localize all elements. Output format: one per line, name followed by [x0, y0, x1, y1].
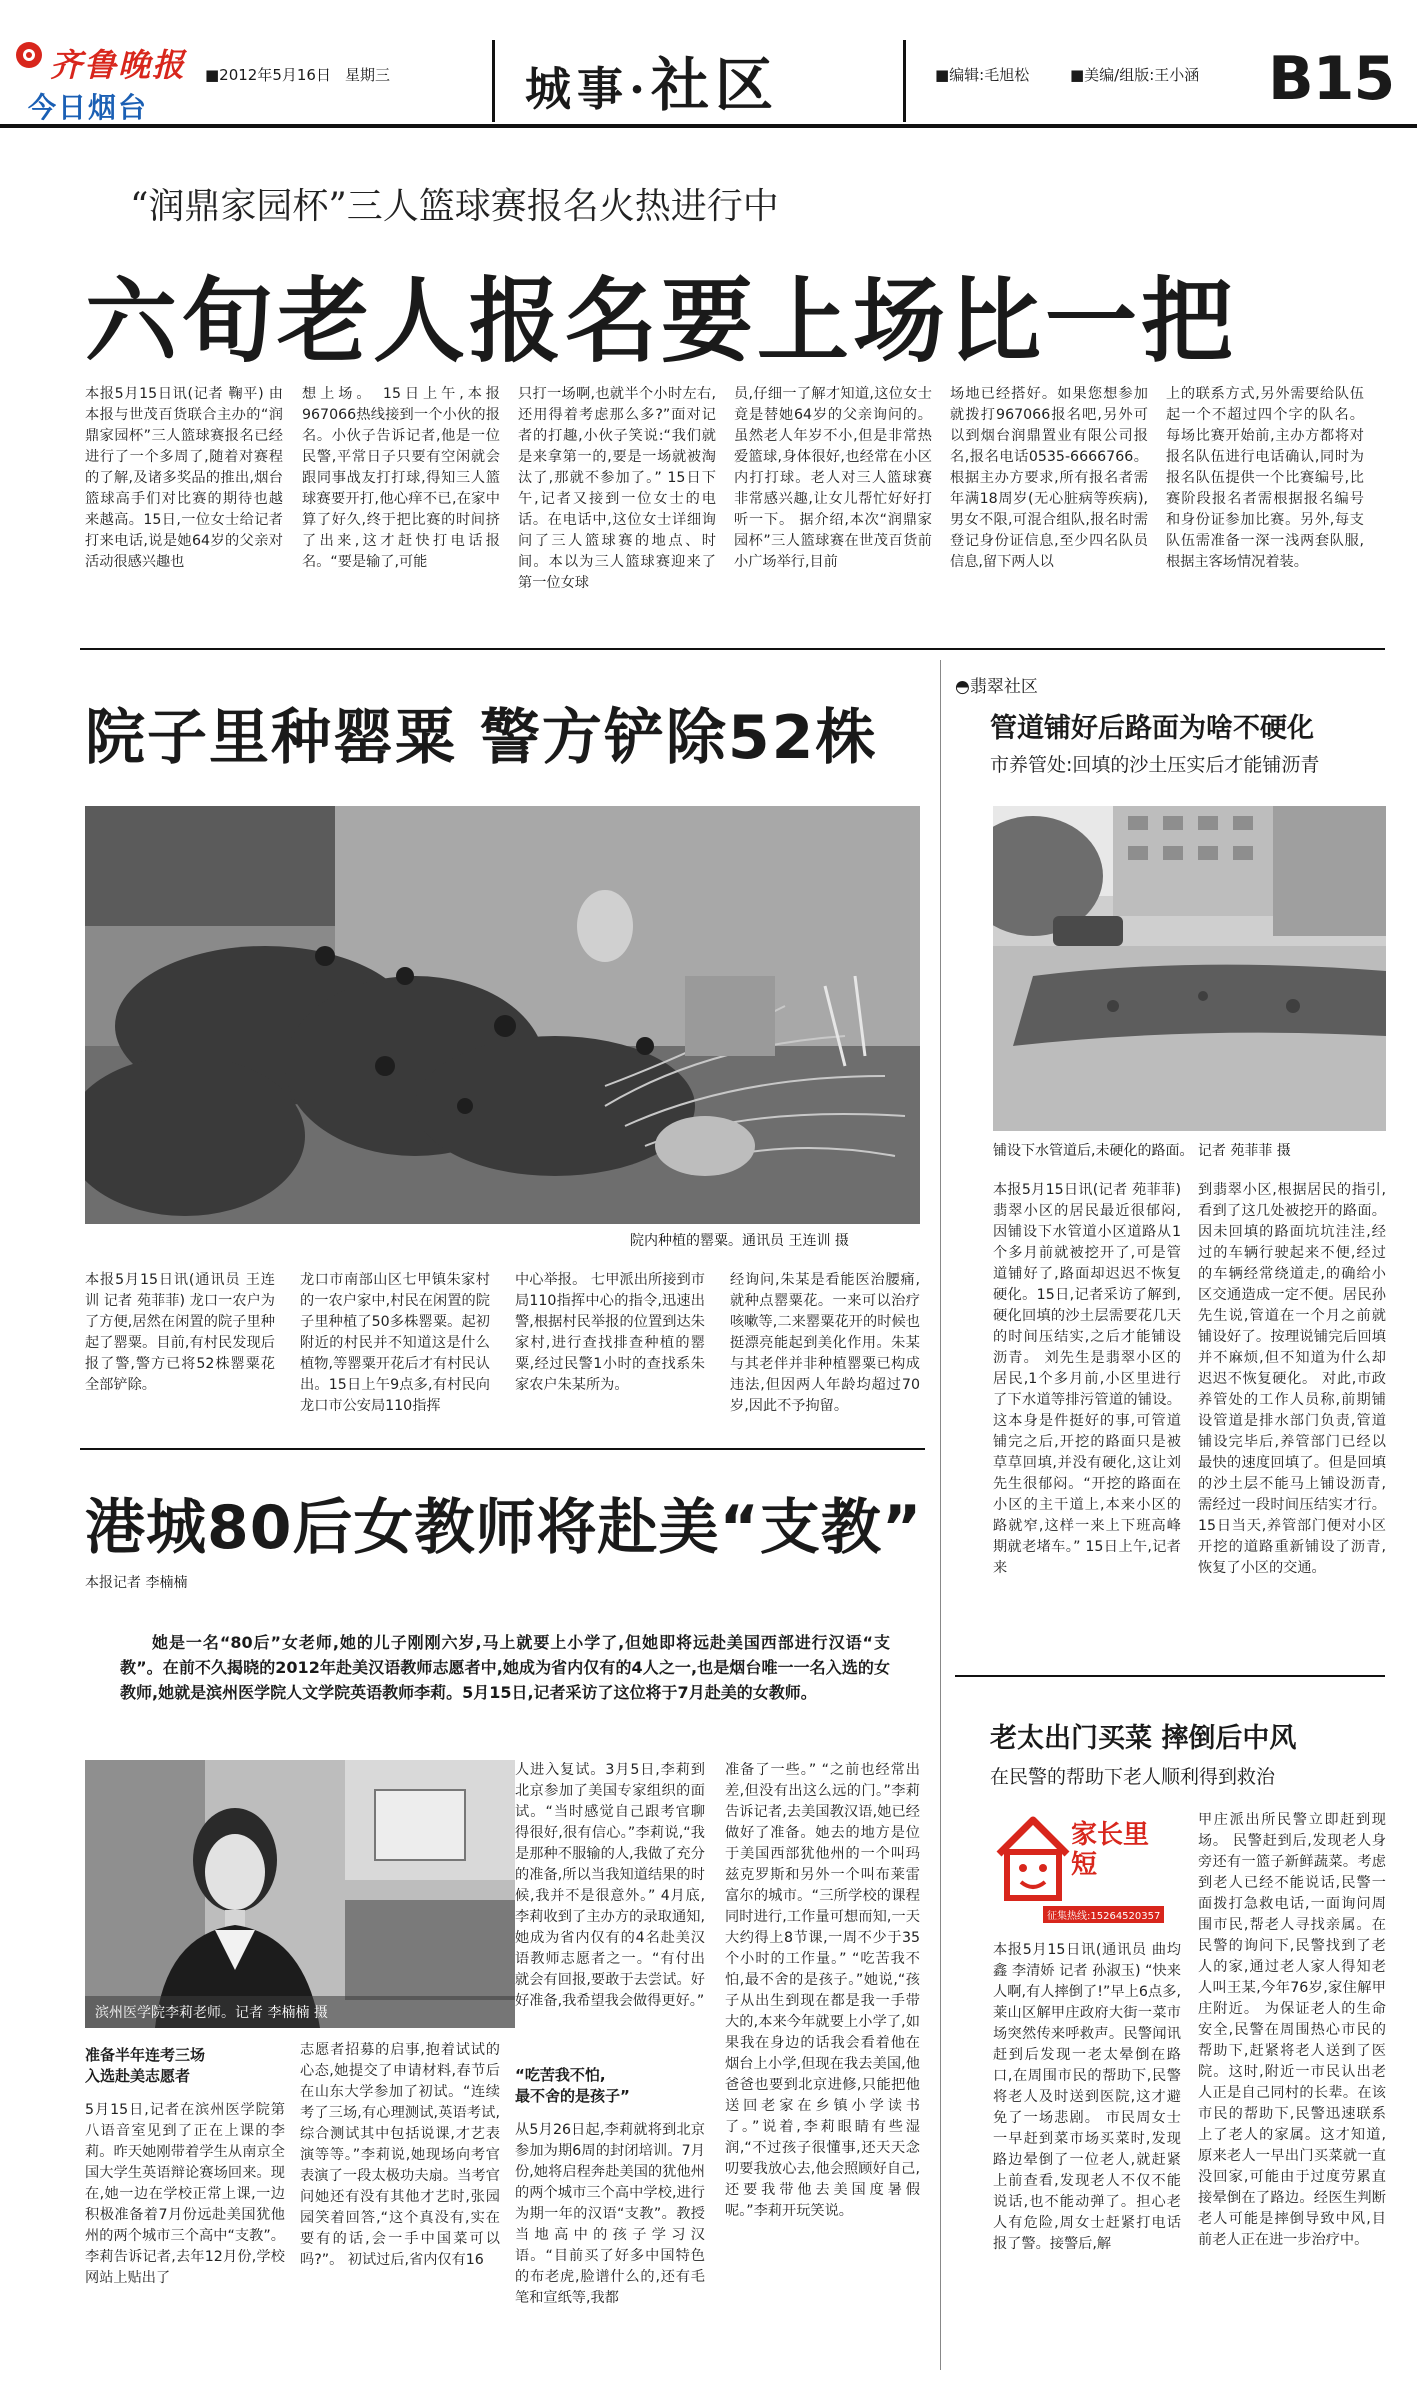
article4-column-1: 本报5月15日讯(记者 苑菲菲) 翡翠小区的居民最近很郁闷,因铺设下水管道小区道路从1个多月前就被挖开了,可是管道铺好了,路面却迟迟不恢复硬化。15日,记者采访了解到,硬化回填的沙土层需要花几天的时间压结实,之后才能铺设沥青。 刘先生是翡翠小区的居民,1个多月前,小区里进行了下水道等排污管道的铺设。这本身是件挺好的事,可管道铺完之后,开挖的路面只是被草草回填,并没有硬化,这让刘先生很郁闷。“开挖的路面在小区的主干道上,本来小区的路就窄,这样一来上下班高峰期就老堵车。” 15日上午,记者来 — [993, 1182, 1181, 1576]
article2-column-3: 中心举报。 七甲派出所接到市局110指挥中心的指令,迅速出警,根据村民举报的位置到达朱家村,进行查找排查种植的罂粟,经过民警1小时的查找系朱家农户朱某所为。 — [515, 1272, 705, 1393]
article1-kicker: “润鼎家园杯”三人篮球赛报名火热进行中 — [130, 186, 779, 227]
article3-lead: 她是一名“80后”女老师,她的儿子刚刚六岁,马上就要上小学了,但她即将远赴美国西部进行汉语“支教”。在前不久揭晓的2012年赴美汉语教师志愿者中,她成为省内仅有的4人之一,也是烟台唯一一名入选的女教师,她就是滨州医学院人文学院英语教师李莉。5月15日,记者采访了这位将于7月赴美的女教师。 — [120, 1633, 890, 1702]
article3-subhead-2-line2: 最不舍的是孩子” — [515, 2087, 630, 2105]
article1-column-2: 想上场。 15日上午,本报967066热线接到一个小伙的报名。小伙子告诉记者,他是一位民警,平常日子只要有空闲就会跟同事战友打打球,得知三人篮球赛要开打,他心痒不已,在家中算了好久,终于把比赛的时间挤了出来,这才赶快打电话报名。“要是输了,可能 — [302, 386, 500, 570]
article3-subhead-1 — [85, 2044, 285, 2086]
article3-column-2: 志愿者招募的启事,抱着试试的心态,她提交了申请材料,春节后在山东大学参加了初试。“连续考了三场,有心理测试,英语考试,综合测试其中包括说课,才艺表演等等。”李莉说,她现场向考官表演了一段太极功夫扇。当考官问她还有没有其他才艺时,张园园笑着回答,“这个真没有,实在要有的话,会一手中国菜可以吗?”。 初试过后,省内仅有16 — [300, 2042, 500, 2268]
article3-subhead-2-line1: “吃苦我不怕, — [515, 2066, 606, 2084]
designer-credit: ■美编/组版:王小涵 — [1070, 66, 1200, 84]
paper-logo-icon — [14, 40, 44, 70]
article2-headline: 院子里种罂粟 警方铲除52株 — [85, 703, 878, 773]
family-column-title: 家长里短 — [1071, 1820, 1150, 1880]
road-photo — [993, 806, 1386, 1131]
road-photo-caption: 铺设下水管道后,未硬化的路面。 记者 苑菲菲 摄 — [993, 1143, 1291, 1159]
article3-column-3-bottom: 从5月26日起,李莉就将到北京参加为期6周的封闭培训。7月份,她将启程奔赴美国的犹他州的两个城市三个高中学校,进行为期一年的汉语“支教”。教授当地高中的孩子学习汉语。“目前买了好多中国特色的布老虎,脸谱什么的,还有毛笔和宣纸等,我都 — [515, 2122, 705, 2306]
article1-column-4: 员,仔细一了解才知道,这位女士竟是替她64岁的父亲询问的。虽然老人年岁不小,但是非常热爱篮球,身体很好,也经常在小区内打打球。老人对三人篮球赛非常感兴趣,让女儿帮忙好好打听一下。 据介绍,本次“润鼎家园杯”三人篮球赛在世茂百货前小广场举行,目前 — [734, 386, 932, 570]
poppy-photo-caption: 院内种植的罂粟。通讯员 王连训 摄 — [630, 1233, 849, 1249]
masthead-divider-right — [903, 40, 906, 122]
article2-bottom-rule — [80, 1448, 925, 1450]
article3-subhead-1-line2: 入选赴美志愿者 — [85, 2067, 191, 2085]
section-title — [525, 38, 779, 122]
article5-column-2: 甲庄派出所民警立即赶到现场。 民警赶到后,发现老人身旁还有一篮子新鲜蔬菜。考虑到老人已经不能说话,民警一面拨打急救电话,一面询问周围市民,帮老人寻找亲属。在民警的询问下,民警找到了老人的家,通过老人家人得知老人叫王某,今年76岁,家住解甲庄附近。 为保证老人的生命安全,民警在周围热心市民的帮助下,赶紧将老人送到了医院。这时,附近一市民认出老人正是自己同村的长辈。在该市民的帮助下,民警迅速联系上了老人的家属。这才知道,原来老人一早出门买菜就一直没回家,可能由于过度劳累直接晕倒在了路边。经医生判断老人可能是摔倒导致中风,目前老人正在进一步治疗中。 — [1198, 1812, 1386, 2248]
teacher-photo — [85, 1760, 515, 2028]
article2-column-2: 龙口市南部山区七甲镇朱家村的一农户家中,村民在闲置的院子里种植了50多株罂粟。起初附近的村民并不知道这是什么植物,等罂粟开花后才有村民认出。15日上午9点多,有村民向龙口市公安局110指挥 — [300, 1272, 490, 1414]
article2-column-4: 经询问,朱某是看能医治腰痛,就种点罂粟花。一来可以治疗咳嗽等,二来罂粟花开的时候也挺漂亮能起到美化作用。朱某与其老伴并非种植罂粟已构成违法,但因两人年龄均超过70岁,因此不予拘留。 — [730, 1272, 920, 1414]
house-icon — [993, 1812, 1073, 1906]
article1-bottom-rule — [80, 648, 1385, 650]
edition-name: 今日烟台 — [28, 91, 149, 124]
article3-subhead-1-line1: 准备半年连考三场 — [85, 2046, 206, 2064]
article1-column-1: 本报5月15日讯(记者 鞠平) 由本报与世茂百货联合主办的“润鼎家园杯”三人篮球赛报名已经进行了一个多周了,随着对赛程的了解,及诸多奖品的推出,烟台篮球高手们对比赛的期待也越来越高。15日,一位女士给记者打来电话,说是她64岁的父亲对活动很感兴趣也 — [85, 386, 283, 570]
section-title-right: 社区 — [651, 51, 780, 119]
article4-bottom-rule — [955, 1675, 1385, 1677]
article3-byline: 本报记者 李楠楠 — [85, 1575, 188, 1591]
page-number: B15 — [1268, 44, 1395, 114]
section-title-dot: · — [629, 62, 652, 116]
article3-subhead-2 — [515, 2064, 705, 2106]
article1-column-3: 只打一场啊,也就半个小时左右,还用得着考虑那么多?”面对记者的打趣,小伙子笑说:“我们就是来拿第一的,要是一场就被淘汰了,那就不参加了。” 15日下午,记者又接到一位女士的电话。在电话中,这位女士详细询问了三人篮球赛的地点、时间。本以为三人篮球赛迎来了第一位女球 — [518, 386, 716, 591]
editor-credit: ■编辑:毛旭松 — [935, 66, 1030, 84]
community-tag-label: 翡翠社区 — [969, 677, 1038, 697]
section-title-left: 城事 — [525, 62, 629, 116]
masthead-divider-left — [492, 40, 495, 122]
article1-headline: 六旬老人报名要上场比一把 — [85, 268, 1238, 375]
family-column-hotline: 征集热线:15264520357 — [1043, 1906, 1164, 1923]
article3-column-4: 准备了一些。” “之前也经常出差,但没有出这么远的门。”李莉告诉记者,去美国教汉语,她已经做好了准备。她去的地方是位于美国西部犹他州的一个叫玛兹克罗斯和另外一个叫布莱雷富尔的城市。“三所学校的课程同时进行,工作量可想而知,一天大约得上8节课,一周不少于35个小时的工作量。” “吃苦我不怕,最不舍的是孩子。”她说,“孩子从出生到现在都是我一手带大的,本来今年就要上小学了,如果我在身边的话我会看着他在烟台上小学,但现在我去美国,他爸爸也要到北京进修,只能把他送回老家在乡镇小学读书了。”说着,李莉眼睛有些湿润,“不过孩子很懂事,还天天念叨要我放心去,他会照顾好自己,还要我带他去美国度暑假呢。”李莉开玩笑说。 — [725, 1762, 920, 2219]
article5-headline: 老太出门买菜 摔倒后中风 — [990, 1723, 1297, 1754]
article2-column-1: 本报5月15日讯(通讯员 王连训 记者 苑菲菲) 龙口一农户为了方便,居然在闲置的院子里种起了罂粟。目前,有村民发现后报了警,警方已将52株罂粟花全部铲除。 — [85, 1272, 275, 1393]
article4-headline: 管道铺好后路面为啥不硬化 — [990, 713, 1314, 744]
article1-column-5: 场地已经搭好。如果您想参加就拨打967066报名吧,另外可以到烟台润鼎置业有限公司报名,报名电话0535-6666766。 根据主办方要求,所有报名者需年满18周岁(无心脏病等疾病),男女不限,可混合组队,报名时需登记身份证信息,至少四名队员信息,留下两人以 — [950, 386, 1148, 570]
issue-date: ■2012年5月16日 — [205, 66, 331, 84]
poppy-photo — [85, 806, 920, 1224]
article1-column-6: 上的联系方式,另外需要给队伍起一个不超过四个字的队名。每场比赛开始前,主办方都将对报名队伍进行电话确认,同时为报名队伍提供一个比赛编号,比赛阶段报名者需根据报名编号和身份证参加比赛。另外,每支队伍需准备一深一浅两套队服,根据主客场情况着装。 — [1166, 386, 1364, 570]
masthead — [0, 0, 1417, 128]
masthead-bottom-rule — [0, 124, 1417, 128]
article3-column-3-top: 人进入复试。3月5日,李莉到北京参加了美国专家组织的面试。“当时感觉自己跟考官聊得很好,很有信心。”李莉说,“我是那种不服输的人,我做了充分的准备,所以当我知道结果的时候,我并不是很意外。” 4月底,李莉收到了主办方的录取通知,她成为省内仅有的4名赴美汉语教师志愿者之一。“有付出就会有回报,要敢于去尝试。好好准备,我希望我会做得更好。” — [515, 1762, 705, 2009]
article3-headline: 港城80后女教师将赴美“支教” — [85, 1493, 923, 1563]
article4-column-2: 到翡翠小区,根据居民的指引,看到了这几处被挖开的路面。因未回填的路面坑坑洼洼,经过的车辆行驶起来不便,经过的车辆经常绕道走,的确给小区交通造成一定不便。居民孙先生说,管道在一个月之前就铺设好了。按理说铺完后回填并不麻烦,但不知道为什么却迟迟不恢复硬化。 对此,市政养管处的工作人员称,前期铺设管道是排水部门负责,管道铺设完毕后,养管部门已经以最快的速度回填了。但是回填的沙土层不能马上铺设沥青,需经过一段时间压结实才行。15日当天,养管部门便对小区开挖的道路重新铺设了沥青,恢复了小区的交通。 — [1198, 1182, 1386, 1576]
issue-weekday: 星期三 — [345, 66, 391, 84]
community-tag — [955, 672, 1038, 697]
article5-column-1: 本报5月15日讯(通讯员 曲均鑫 李清娇 记者 孙淑玉) “快来人啊,有人摔倒了!”早上6点多,莱山区解甲庄政府大街一菜市场突然传来呼救声。民警闻讯赶到后发现一老太晕倒在路口,在周围市民的帮助下,民警将老人及时送到医院,这才避免了一场悲剧。 市民周女士一早赶到菜市场买菜时,发现路边晕倒了一位老人,就赶紧上前查看,发现老人不仅不能说话,也不能动弹了。担心老人有危险,周女士赶紧打电话报了警。接警后,解 — [993, 1942, 1181, 2252]
article4-subhead: 市养管处:回填的沙土压实后才能铺沥青 — [990, 754, 1320, 776]
paper-name: 齐鲁晚报 — [50, 46, 187, 84]
right-column-divider — [940, 660, 941, 2370]
teacher-photo-caption: 滨州医学院李莉老师。记者 李楠楠 摄 — [95, 2005, 328, 2021]
article5-subhead: 在民警的帮助下老人顺利得到救治 — [990, 1766, 1276, 1788]
family-column-logo — [993, 1810, 1177, 1930]
community-tag-icon: ◓ — [955, 677, 970, 697]
article3-column-1: 5月15日,记者在滨州医学院第八语音室见到了正在上课的李莉。昨天她刚带着学生从南京全国大学生英语辩论赛场回来。现在,她一边在学校正常上课,一边积极准备着7月份远赴美国犹他州的两个城市三个高中“支教”。 李莉告诉记者,去年12月份,学校网站上贴出了 — [85, 2102, 285, 2286]
